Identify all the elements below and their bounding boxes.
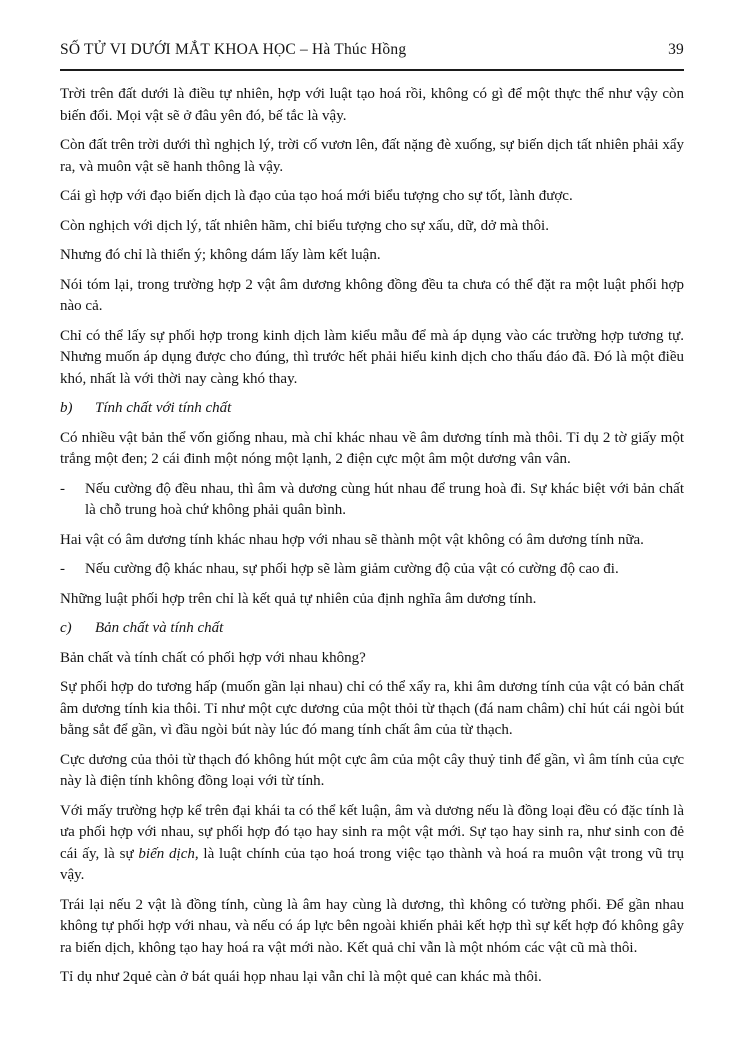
paragraph <box>60 895 684 960</box>
bullet-item <box>60 559 684 581</box>
paragraph <box>60 186 684 208</box>
text-segment: Bản chất và tính chất <box>95 620 224 636</box>
header-rule <box>60 69 684 71</box>
paragraph <box>60 801 684 887</box>
text-segment: Còn nghịch với dịch lý, tất nhiên hãm, chỉ biểu tượng cho sự xấu, dữ, dở mà thôi. <box>60 217 549 234</box>
text-segment: Tính chất với tính chất <box>95 400 232 416</box>
text-segment: Nếu cường độ khác nhau, sự phối hợp sẽ làm giảm cường độ của vật có cường độ cao đi. <box>85 561 619 577</box>
heading-label: c) <box>60 620 72 636</box>
text-segment: Nhưng đó chỉ là thiển ý; không dám lấy làm kết luận. <box>60 247 381 263</box>
section-heading <box>60 398 684 420</box>
paragraph <box>60 677 684 742</box>
paragraph <box>60 428 684 471</box>
text-segment: Nếu cường độ đều nhau, thì âm và dương cùng hút nhau để trung hoà đi. Sự khác biệt với bản chất là chỗ trung hoà chứ không phải quân bình. <box>85 480 684 518</box>
running-title: SỐ TỬ VI DƯỚI MẮT KHOA HỌC – Hà Thúc Hồng <box>60 41 407 58</box>
text-segment: Có nhiều vật bản thể vốn giống nhau, mà chỉ khác nhau về âm dương tính mà thôi. Tỉ dụ 2 tờ giấy một trắng một đen; 2 cái đinh một nóng một lạnh, 2 điện cực một âm một dương vân vân. <box>60 429 684 467</box>
bullet-text <box>85 479 684 522</box>
text-segment: Bản chất và tính chất có phối hợp với nhau không? <box>60 649 366 666</box>
paragraph <box>60 967 684 989</box>
paragraph <box>60 216 684 238</box>
paragraph <box>60 530 684 552</box>
paragraph <box>60 84 684 127</box>
paragraph <box>60 648 684 670</box>
text-segment: Cực dương của thỏi từ thạch đó không hút một cực âm của một cây thuỷ tinh để gần, vì âm tính của cực này là điện tính không đồng loại với từ tính. <box>60 751 684 789</box>
text-segment: Cái gì hợp với đạo biến dịch là đạo của tạo hoá mới biểu tượng cho sự tốt, lành được. <box>60 188 573 204</box>
emphasized-text: biến dịch <box>138 845 195 862</box>
page-body <box>60 84 684 989</box>
text-segment: Tỉ dụ như 2quẻ càn ở bát quái họp nhau lại vẫn chỉ là một quẻ can khác mà thôi. <box>60 969 542 985</box>
text-segment: Trái lại nếu 2 vật là đồng tính, cùng là âm hay cùng là dương, thì không có tường phối. Để gần nhau không tự phối hợp với nhau, và nếu có áp lực bên ngoài khiến phải kết hợp thì sự kết hợp đó không gây ra biến dịch, không tạo hay hoá ra vật mới nào. Kết quả chỉ vẫn là một nhóm các vật cũ mà thôi. <box>60 896 684 956</box>
text-segment: Chỉ có thể lấy sự phối hợp trong kinh dịch làm kiểu mẫu để mà áp dụng vào các trường hợp tương tự. Nhưng muốn áp dụng được cho đúng, thì trước hết phải hiểu kinh dịch cho thấu đáo đã. Đó là một điều khó, nhất là với thời nay càng khó thay. <box>60 327 684 387</box>
text-segment: Sự phối hợp do tương hấp (muốn gần lại nhau) chỉ có thể xẩy ra, khi âm dương tính của vật có bản chất âm dương tính kia thôi. Tỉ như một cực dương của một thỏi từ thạch (đá nam châm) chỉ hút cái ngòi bút bằng sắt để gần, vì đầu ngòi bút này lúc đó mang tính chất âm của từ thạch. <box>60 679 684 738</box>
paragraph <box>60 275 684 318</box>
text-segment: Còn đất trên trời dưới thì nghịch lý, trời cố vươn lên, đất nặng đè xuống, sự biến dịch tất nhiên phải xẩy ra, và muôn vật sẽ hanh thông là vậy. <box>60 137 684 175</box>
paragraph <box>60 326 684 391</box>
paragraph <box>60 135 684 178</box>
text-segment: , là luật chính của tạo hoá trong việc tạo thành và hoá ra muôn vật trong vũ trụ vậy. <box>60 845 684 883</box>
text-segment: Với mấy trường hợp kể trên đại khái ta có thể kết luận, âm và dương nếu là đồng loại đều có đặc tính là ưa phối hợp với nhau, sự phối hợp đó tạo hay sinh ra một vật mới. Sự tạo hay sinh ra, như sinh con đẻ cái ấy, là sự <box>60 802 684 862</box>
bullet-text <box>85 559 684 581</box>
bullet-dash: - <box>60 480 65 497</box>
bullet-item <box>60 479 684 522</box>
text-segment: Hai vật có âm dương tính khác nhau hợp với nhau sẽ thành một vật không có âm dương tính nữa. <box>60 531 644 548</box>
section-heading <box>60 618 684 640</box>
page-header <box>60 40 684 60</box>
paragraph <box>60 589 684 611</box>
page-number: 39 <box>668 41 684 58</box>
text-segment: Nói tóm lại, trong trường hợp 2 vật âm dương không đồng đều ta chưa có thể đặt ra một luật phối hợp nào cả. <box>60 276 684 314</box>
heading-label: b) <box>60 400 73 416</box>
text-segment: Những luật phối hợp trên chỉ là kết quả tự nhiên của định nghĩa âm dương tính. <box>60 590 537 607</box>
text-segment: Trời trên đất dưới là điều tự nhiên, hợp với luật tạo hoá rồi, không có gì để một thực thể như vậy còn biến đổi. Mọi vật sẽ ở đâu yên đó, bế tắc là vậy. <box>60 86 684 124</box>
paragraph <box>60 245 684 267</box>
heading-text <box>95 398 231 420</box>
paragraph <box>60 750 684 793</box>
heading-text <box>95 618 223 640</box>
bullet-dash: - <box>60 561 65 577</box>
